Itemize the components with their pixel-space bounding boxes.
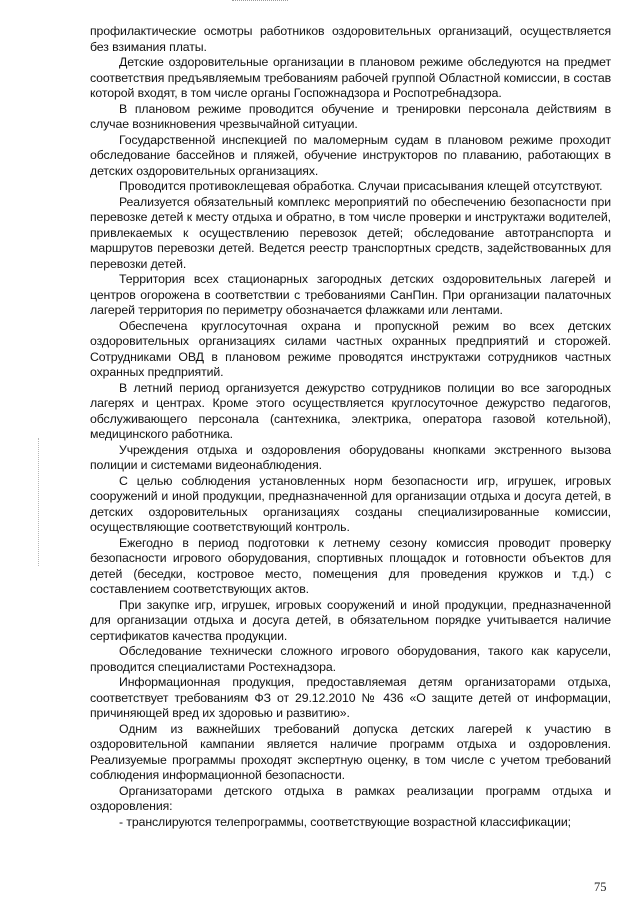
paragraph: В летний период организуется дежурство сотрудников полиции во все загородных лагерях и центрах. Кроме этого осуществляется круглосуточное дежурство педагогов, обслуживающего персонала (сантехника, электрика, оператора газовой котельной), медицинского работника.	[90, 380, 611, 441]
paragraph: Проводится противоклещевая обработка. Случаи присасывания клещей отсутствуют.	[119, 179, 603, 193]
paragraph: Государственной инспекцией по маломерным судам в плановом режиме проходит обследование бассейнов и пляжей, обучение инструкторов по плаванию, работающих в детских оздоровительных организациях.	[90, 132, 611, 178]
list-item: - транслируются телепрограммы, соответствующие возрастной классификации;	[119, 814, 571, 829]
paragraph: Организаторами детского отдыха в рамках реализации программ отдыха и оздоровления:	[90, 783, 611, 813]
paragraph: Ежегодно в период подготовки к летнему сезону комиссия проводит проверку безопасности игрового оборудования, спортивных площадок и готовности объектов для детей (беседки, костровое место, помещения для проведения кружков и т.д.) с составлением соответствующих актов.	[90, 535, 611, 596]
paragraph: Обеспечена круглосуточная охрана и пропускной режим во всех детских оздоровительных организациях силами частных охранных предприятий и сторожей. Сотрудниками ОВД в плановом режиме проводятся инструктажи сотрудников частных охранных предприятий.	[90, 318, 611, 379]
paragraph: С целью соблюдения установленных норм безопасности игр, игрушек, игровых сооружений и иной продукции, предназначенной для организации отдыха и досуга детей, в детских оздоровительных организациях созданы специализированные комиссии, осуществляющие соответствующий контроль.	[90, 473, 611, 534]
paragraph: Информационная продукция, предоставляемая детям организаторами отдыха, соответствует требованиям ФЗ от 29.12.2010 № 436 «О защите детей от информации, причиняющей вред их здоровью и развитию».	[90, 675, 611, 720]
paragraph: Детские оздоровительные организации в плановом режиме обследуются на предмет соответствия предъявляемым требованиям рабочей группой Областной комиссии, в состав которой входят, в том числе органы Госпожнадзора и Роспотребнадзора.	[90, 55, 611, 100]
paragraph: профилактические осмотры работников оздоровительных организаций, осуществляется без взимания платы.	[90, 24, 611, 54]
page-number: 75	[594, 880, 607, 894]
scan-artifact-left	[38, 438, 41, 566]
scan-artifact-top	[232, 0, 288, 4]
paragraph: Реализуется обязательный комплекс мероприятий по обеспечению безопасности при перевозке детей к месту отдыха и обратно, в том числе проверки и инструктажи водителей, привлекаемых к осуществлению перевозок детей; обследование автотранспорта и маршрутов перевозки детей. Ведется реестр транспортных средств, задействованных для перевозки детей.	[90, 194, 611, 271]
paragraph: В плановом режиме проводится обучение и тренировки персонала действиям в случае возникновения чрезвычайной ситуации.	[90, 101, 611, 131]
paragraph: При закупке игр, игрушек, игровых сооружений и иной продукции, предназначенной для организации отдыха и досуга детей, в обязательном порядке учитывается наличие сертификатов качества продукции.	[90, 597, 611, 643]
paragraph: Одним из важнейших требований допуска детских лагерей к участию в оздоровительной кампании является наличие программ отдыха и оздоровления. Реализуемые программы проходят экспертную оценку, в том числе с учетом требований соблюдения информационной безопасности.	[90, 721, 611, 782]
body-text	[90, 24, 611, 830]
paragraph: Обследование технически сложного игрового оборудования, такого как карусели, проводится специалистами Ростехнадзора.	[90, 644, 611, 674]
paragraph: Учреждения отдыха и оздоровления оборудованы кнопками экстренного вызова полиции и системами видеонаблюдения.	[90, 442, 611, 472]
paragraph: Территория всех стационарных загородных детских оздоровительных лагерей и центров огорожена в соответствии с требованиями СанПин. При организации палаточных лагерей территория по периметру обозначается флажками или лентами.	[90, 272, 611, 317]
